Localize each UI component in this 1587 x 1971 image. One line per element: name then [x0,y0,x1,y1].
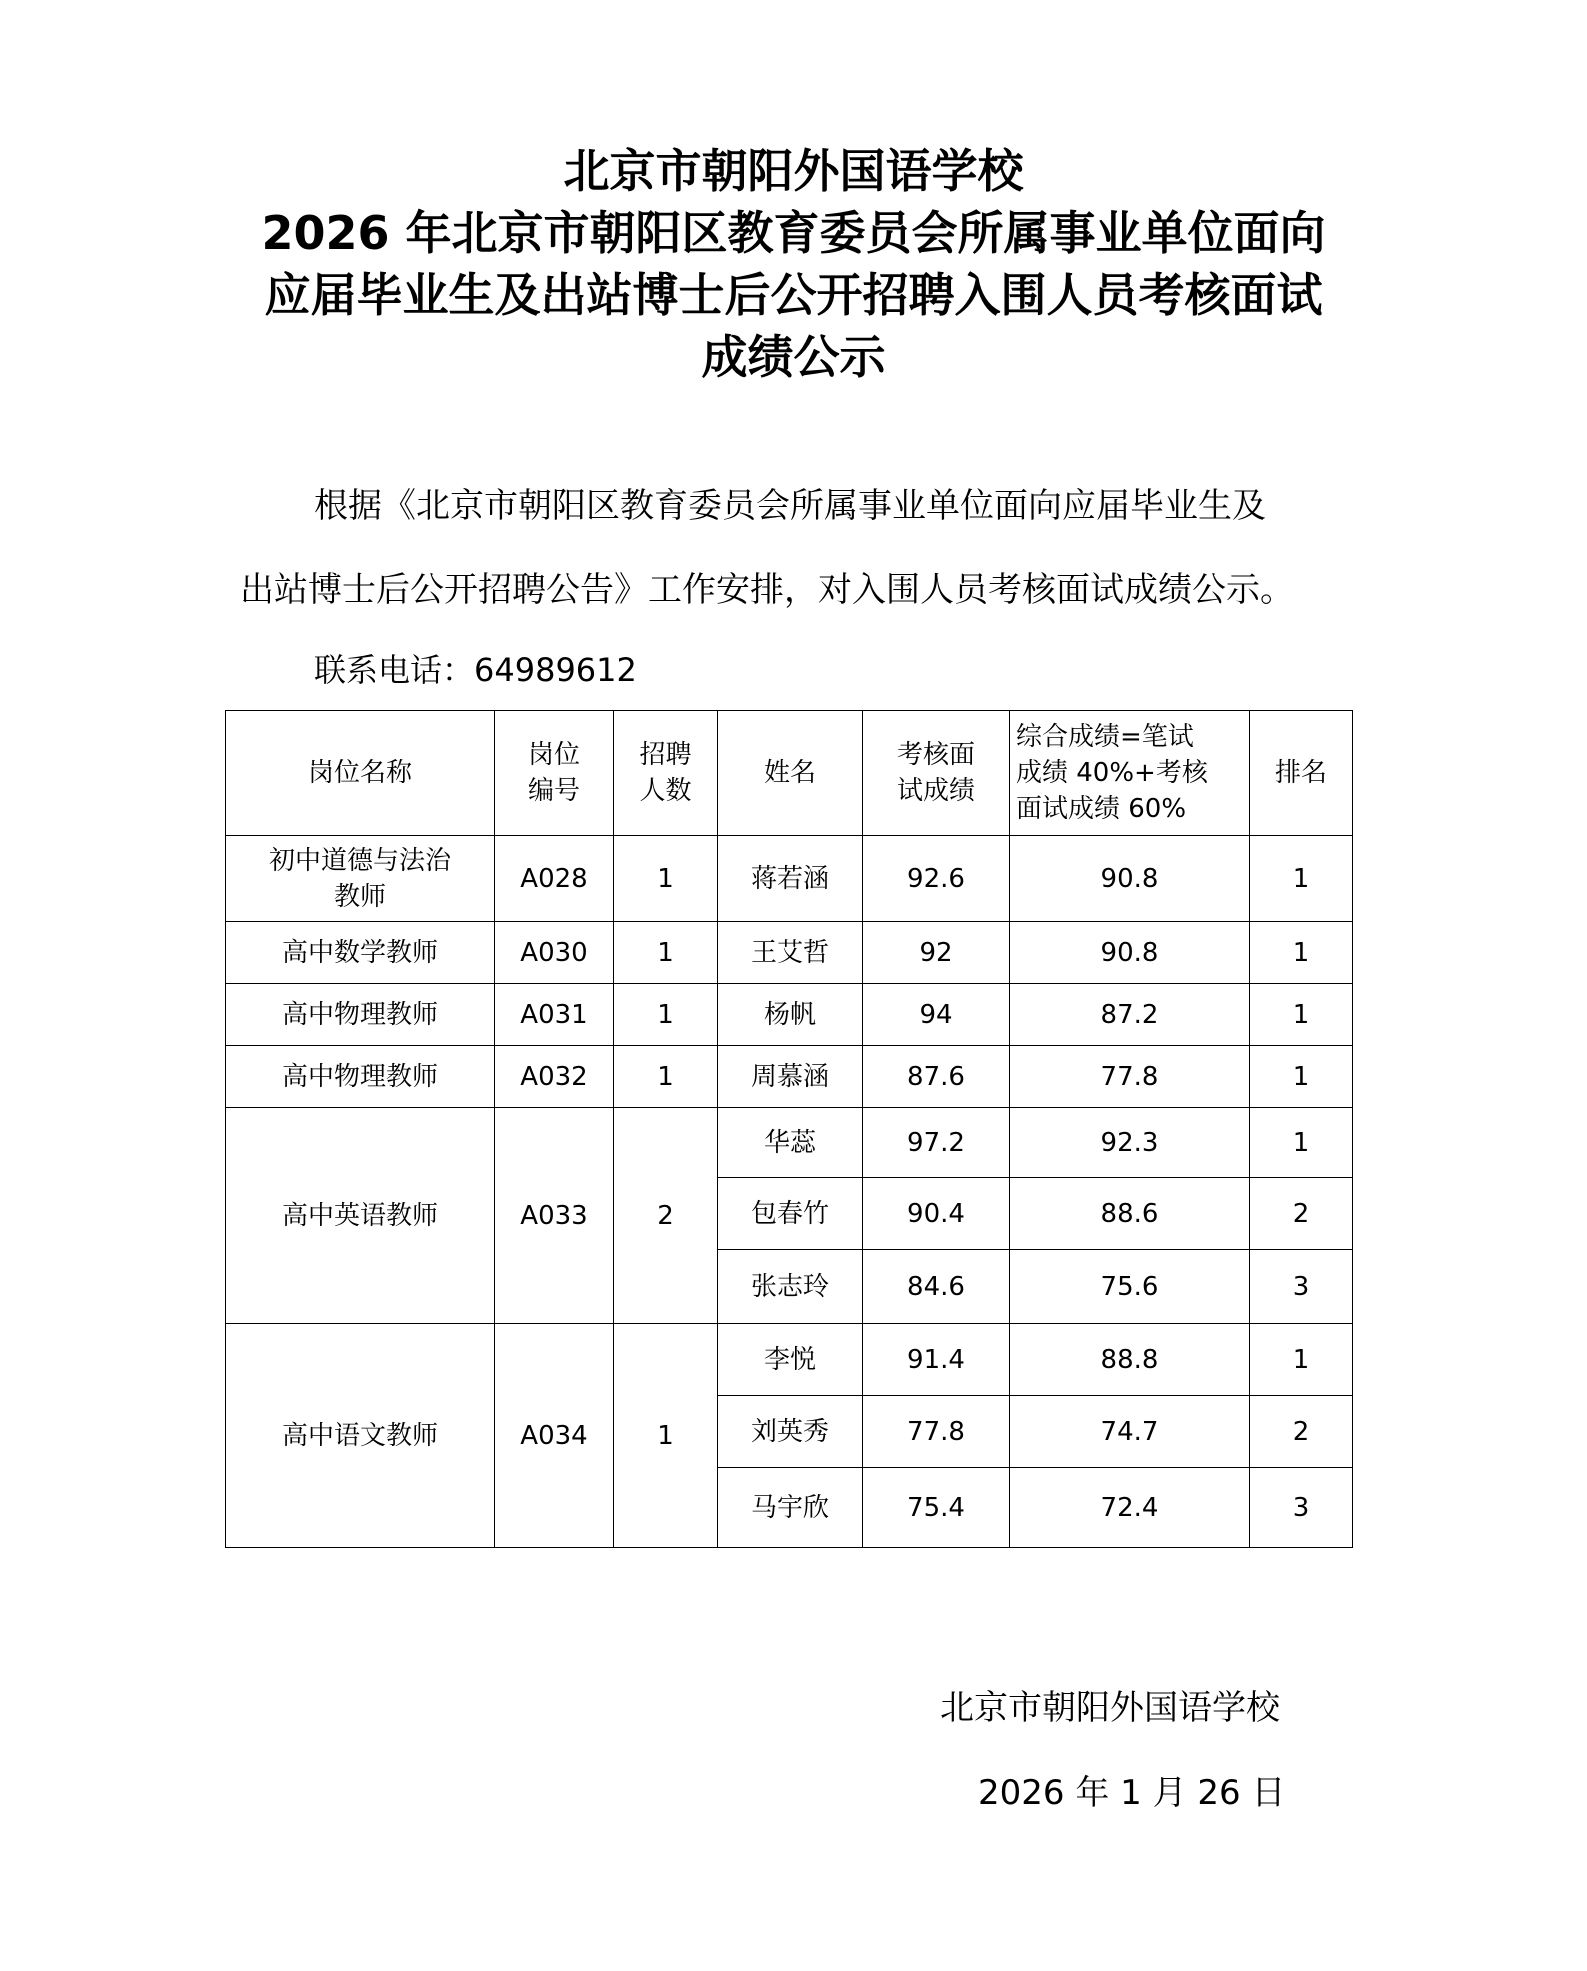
cell-interview-score: 92 [863,922,1010,984]
cell-quota: 2 [614,1108,718,1324]
intro-paragraph-line: 出站博士后公开招聘公告》工作安排，对入围人员考核面试成绩公示。 [240,570,1294,610]
cell-total-score: 72.4 [1010,1468,1250,1548]
cell-interview-score: 77.8 [863,1396,1010,1468]
cell-total-score: 92.3 [1010,1108,1250,1178]
cell-interview-score: 97.2 [863,1108,1010,1178]
table-row [226,836,1353,922]
header-text: 综合成绩=笔试 [1016,722,1194,752]
cell-total-score: 88.6 [1010,1178,1250,1250]
table-row [226,922,1353,984]
cell-total-score: 87.2 [1010,984,1250,1046]
header-position-code [495,711,614,836]
header-name: 姓名 [718,711,863,836]
document-title [200,140,1387,388]
header-text: 试成绩 [896,776,975,806]
cell-quota: 1 [614,1324,718,1548]
cell-name: 蒋若涵 [718,836,863,922]
table-row [226,1108,1353,1178]
cell-text: 高中语文教师 [281,1420,438,1451]
header-text: 岗位 [527,740,580,770]
cell-text: 教师 [333,881,386,912]
cell-position-code: A031 [495,984,614,1046]
header-total-score [1010,711,1250,836]
table-header-row [226,711,1353,836]
cell-interview-score: 87.6 [863,1046,1010,1108]
title-line: 成绩公示 [701,330,886,384]
signoff-date: 2026 年 1 月 26 日 [978,1773,1286,1813]
cell-position-code: A032 [495,1046,614,1108]
header-text: 编号 [527,776,580,806]
header-text: 考核面 [896,740,975,770]
cell-position-code: A030 [495,922,614,984]
cell-interview-score: 90.4 [863,1178,1010,1250]
cell-name: 杨帆 [718,984,863,1046]
cell-total-score: 74.7 [1010,1396,1250,1468]
cell-total-score: 90.8 [1010,922,1250,984]
table-row [226,1324,1353,1396]
cell-position-name [226,1324,495,1548]
cell-name: 包春竹 [718,1178,863,1250]
cell-rank: 3 [1250,1250,1353,1324]
cell-quota: 1 [614,984,718,1046]
cell-position-name [226,984,495,1046]
title-line: 2026 年北京市朝阳区教育委员会所属事业单位面向 [261,206,1326,260]
cell-interview-score: 94 [863,984,1010,1046]
cell-interview-score: 75.4 [863,1468,1010,1548]
signoff-organization: 北京市朝阳外国语学校 [940,1688,1280,1728]
cell-name: 刘英秀 [718,1396,863,1468]
cell-name: 周慕涵 [718,1046,863,1108]
table-row [226,1046,1353,1108]
cell-rank: 1 [1250,1108,1353,1178]
cell-interview-score: 91.4 [863,1324,1010,1396]
cell-name: 华蕊 [718,1108,863,1178]
cell-rank: 1 [1250,836,1353,922]
header-text: 成绩 40%+考核 [1016,758,1208,788]
results-table [225,710,1353,1548]
cell-name: 马宇欣 [718,1468,863,1548]
cell-rank: 2 [1250,1178,1353,1250]
cell-position-code: A028 [495,836,614,922]
cell-text: 高中物理教师 [281,999,438,1030]
cell-total-score: 77.8 [1010,1046,1250,1108]
cell-name: 张志玲 [718,1250,863,1324]
cell-total-score: 75.6 [1010,1250,1250,1324]
cell-name: 李悦 [718,1324,863,1396]
title-line: 应届毕业生及出站博士后公开招聘入围人员考核面试 [264,268,1323,322]
table-row [226,984,1353,1046]
cell-rank: 1 [1250,922,1353,984]
cell-name: 王艾哲 [718,922,863,984]
cell-position-code: A034 [495,1324,614,1548]
cell-rank: 3 [1250,1468,1353,1548]
cell-text: 高中数学教师 [281,937,438,968]
contact-phone: 联系电话：64989612 [314,651,637,689]
cell-quota: 1 [614,922,718,984]
header-quota [614,711,718,836]
cell-total-score: 88.8 [1010,1324,1250,1396]
cell-quota: 1 [614,836,718,922]
header-rank: 排名 [1250,711,1353,836]
cell-text: 高中物理教师 [281,1061,438,1092]
intro-paragraph-line: 根据《北京市朝阳区教育委员会所属事业单位面向应届毕业生及 [314,486,1266,526]
cell-rank: 1 [1250,1046,1353,1108]
header-position-name: 岗位名称 [226,711,495,836]
cell-position-name [226,1046,495,1108]
cell-position-name [226,836,495,922]
cell-quota: 1 [614,1046,718,1108]
header-text: 招聘 [639,740,692,770]
cell-rank: 1 [1250,984,1353,1046]
cell-position-name [226,1108,495,1324]
cell-position-name [226,922,495,984]
cell-position-code: A033 [495,1108,614,1324]
cell-rank: 2 [1250,1396,1353,1468]
cell-text: 初中道德与法治 [268,845,451,876]
cell-interview-score: 84.6 [863,1250,1010,1324]
title-line: 北京市朝阳外国语学校 [563,144,1024,198]
cell-text: 高中英语教师 [281,1200,438,1231]
header-text: 面试成绩 60% [1016,794,1187,824]
cell-total-score: 90.8 [1010,836,1250,922]
cell-rank: 1 [1250,1324,1353,1396]
header-text: 人数 [639,776,692,806]
cell-interview-score: 92.6 [863,836,1010,922]
header-interview-score [863,711,1010,836]
